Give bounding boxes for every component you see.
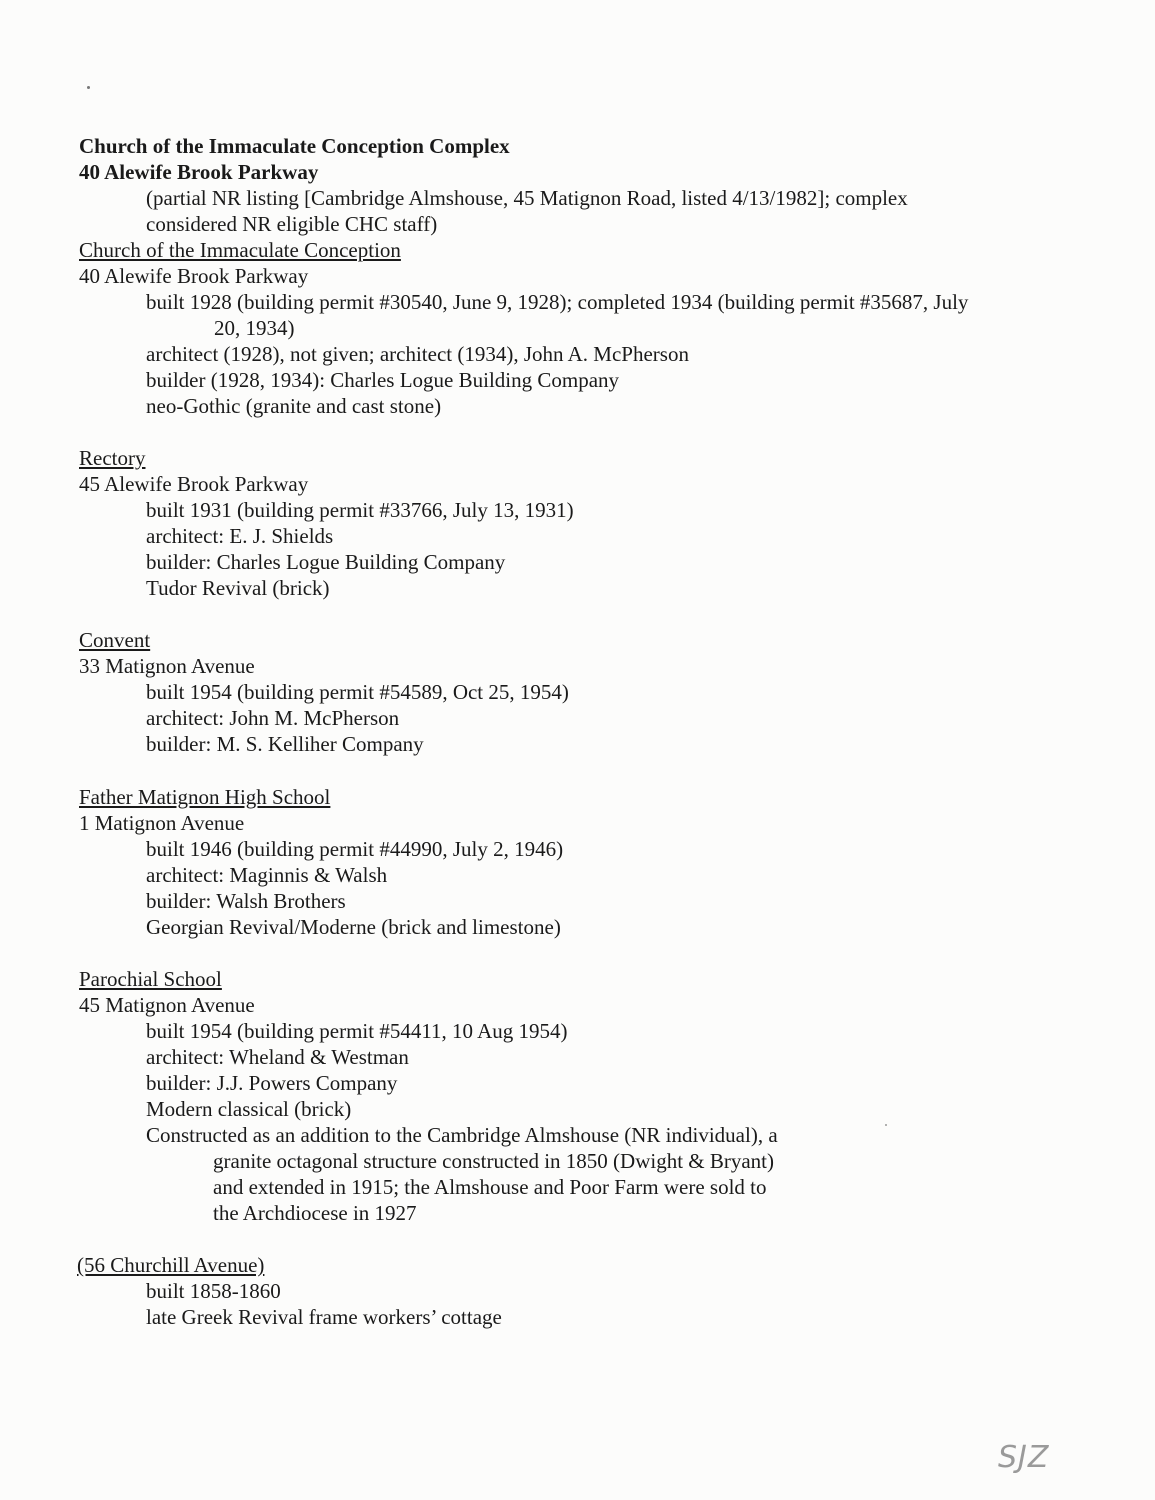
section-churchill — [77, 1252, 1117, 1330]
note-line: the Archdiocese in 1927 — [213, 1201, 417, 1225]
intro-line: considered NR eligible CHC staff) — [146, 212, 438, 236]
note-line: Constructed as an addition to the Cambridge Almshouse (NR individual), a — [146, 1123, 778, 1147]
architect-line: architect: Wheland & Westman — [146, 1045, 409, 1069]
builder-line: builder (1928, 1934): Charles Logue Building Company — [146, 368, 620, 392]
scan-speck — [87, 86, 90, 89]
architect-line: architect: John M. McPherson — [146, 706, 400, 730]
built-line: built 1954 (building permit #54411, 10 Aug 1954) — [146, 1019, 568, 1043]
section-parochial-school — [79, 966, 1119, 1226]
builder-line: builder: J.J. Powers Company — [146, 1071, 398, 1095]
note-line: and extended in 1915; the Almshouse and Poor Farm were sold to — [213, 1175, 767, 1199]
section-address: 1 Matignon Avenue — [79, 811, 245, 835]
built-line-continued: 20, 1934) — [214, 316, 295, 340]
architect-line: architect (1928), not given; architect (1934), John A. McPherson — [146, 342, 689, 366]
style-line: Modern classical (brick) — [146, 1097, 352, 1121]
section-church — [79, 237, 1119, 419]
section-convent — [79, 627, 1119, 757]
style-line: neo-Gothic (granite and cast stone) — [146, 394, 442, 418]
built-line: built 1858-1860 — [146, 1279, 281, 1303]
section-address: 45 Matignon Avenue — [79, 993, 255, 1017]
section-heading: Rectory — [79, 446, 146, 470]
intro-line: (partial NR listing [Cambridge Almshouse, 45 Matignon Road, listed 4/13/1982]; complex — [146, 186, 908, 210]
section-address: 33 Matignon Avenue — [79, 654, 255, 678]
section-heading: Convent — [79, 628, 151, 652]
section-high-school — [79, 784, 1119, 940]
section-rectory — [79, 445, 1119, 601]
section-address: 45 Alewife Brook Parkway — [79, 472, 309, 496]
section-address: 40 Alewife Brook Parkway — [79, 264, 309, 288]
document-title: Church of the Immaculate Conception Complex — [79, 134, 510, 158]
section-heading: Church of the Immaculate Conception — [79, 238, 401, 262]
handwritten-initials: SJZ — [998, 1440, 1050, 1475]
builder-line: builder: M. S. Kelliher Company — [146, 732, 424, 756]
built-line: built 1931 (building permit #33766, July 13, 1931) — [146, 498, 574, 522]
architect-line: architect: E. J. Shields — [146, 524, 334, 548]
built-line: built 1928 (building permit #30540, June 9, 1928); completed 1934 (building permit #35687, July — [146, 290, 969, 314]
section-heading: Parochial School — [79, 967, 222, 991]
note-line: granite octagonal structure constructed in 1850 (Dwight & Bryant) — [213, 1149, 775, 1173]
built-line: built 1954 (building permit #54589, Oct 25, 1954) — [146, 680, 569, 704]
style-line: Georgian Revival/Moderne (brick and limestone) — [146, 915, 561, 939]
title-block — [79, 133, 1119, 237]
architect-line: architect: Maginnis & Walsh — [146, 863, 388, 887]
builder-line: builder: Charles Logue Building Company — [146, 550, 506, 574]
style-line: Tudor Revival (brick) — [146, 576, 330, 600]
built-line: built 1946 (building permit #44990, July 2, 1946) — [146, 837, 564, 861]
document-title-address: 40 Alewife Brook Parkway — [79, 160, 319, 184]
style-line: late Greek Revival frame workers’ cottage — [146, 1305, 502, 1329]
section-heading: Father Matignon High School — [79, 785, 331, 809]
builder-line: builder: Walsh Brothers — [146, 889, 346, 913]
section-heading: (56 Churchill Avenue) — [77, 1253, 265, 1277]
